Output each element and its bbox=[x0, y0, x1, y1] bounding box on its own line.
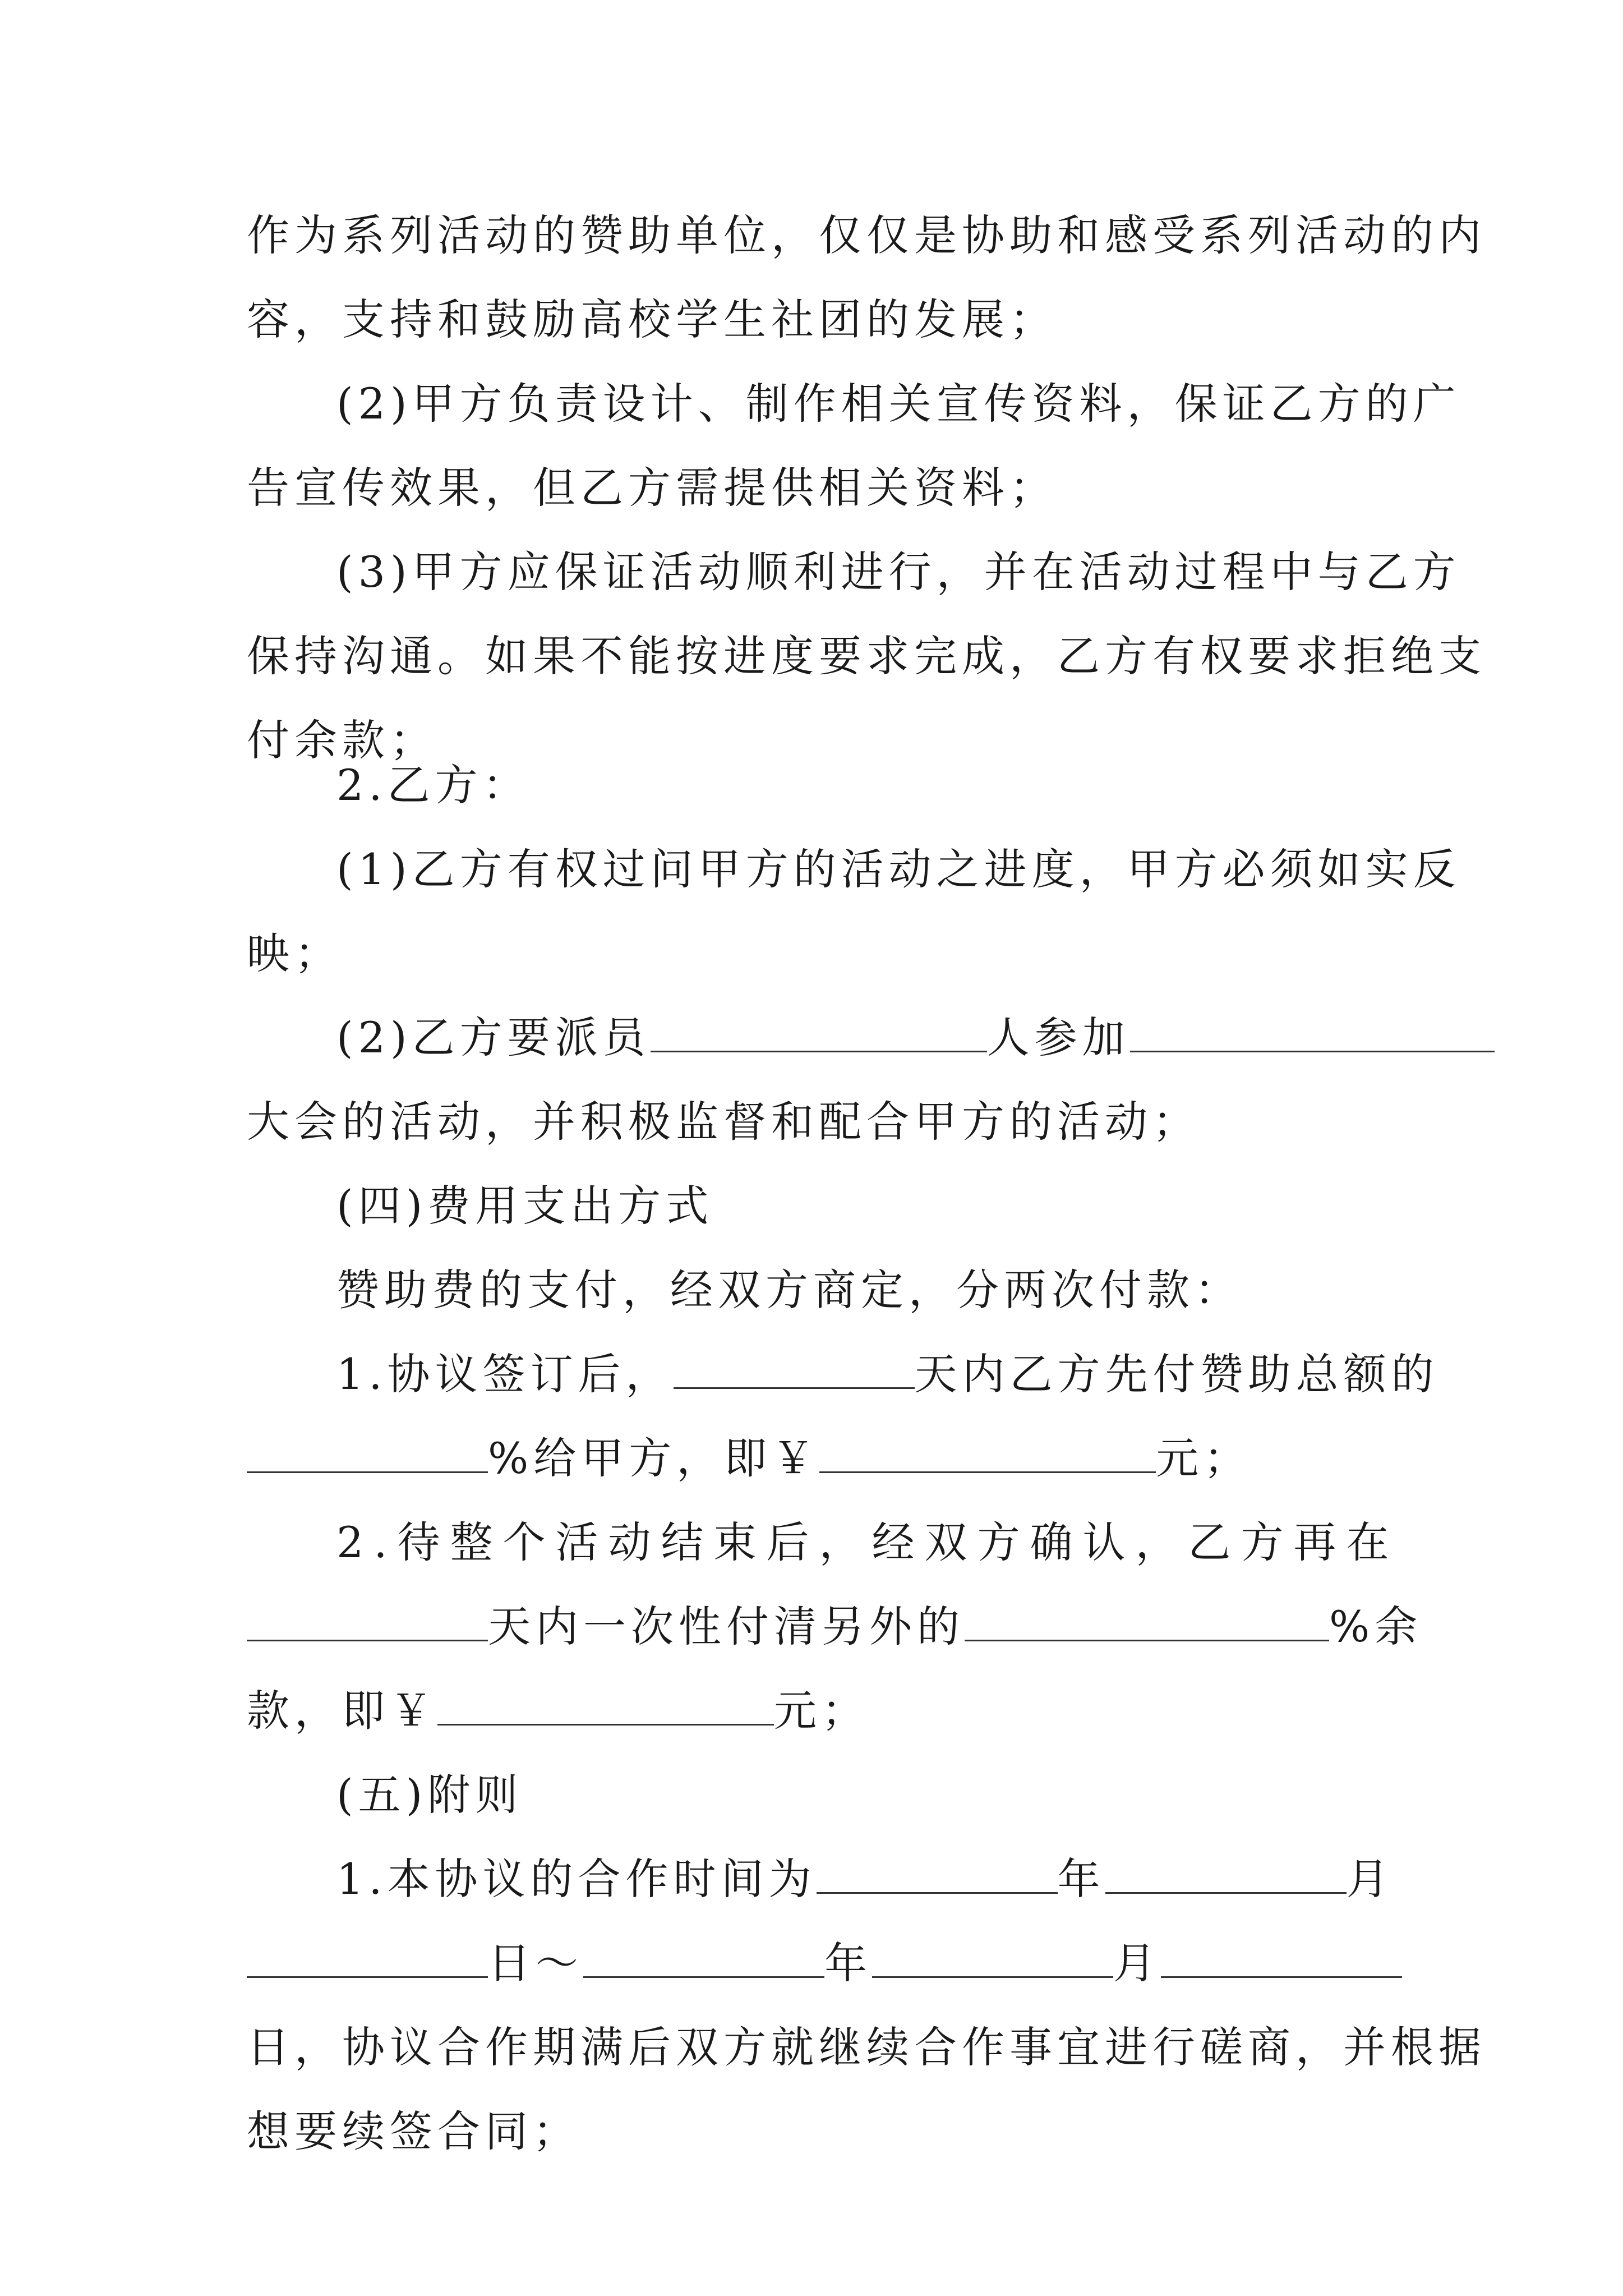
fill-blank bbox=[1130, 1015, 1495, 1052]
paragraph-line: 容，支持和鼓励高校学生社团的发展； bbox=[247, 295, 1057, 344]
line-text: 款，即￥ bbox=[247, 1686, 437, 1736]
paragraph-line: 映； bbox=[247, 928, 342, 978]
line-text: 年 bbox=[824, 1938, 872, 1988]
fill-blank bbox=[819, 1435, 1156, 1473]
paragraph-line bbox=[336, 1846, 1394, 1913]
line-text: 日～ bbox=[488, 1938, 583, 1988]
line-text: 1.本协议的合作时间为 bbox=[336, 1854, 817, 1904]
fill-blank bbox=[437, 1688, 774, 1726]
paragraph-line: 想要续签合同； bbox=[247, 2106, 580, 2156]
paragraph-line bbox=[247, 1593, 1422, 1660]
fill-blank bbox=[872, 1940, 1113, 1978]
fill-blank bbox=[674, 1351, 915, 1389]
fill-blank bbox=[1105, 1856, 1347, 1894]
section-heading: (四)费用支出方式 bbox=[336, 1181, 714, 1231]
fill-blank bbox=[247, 1940, 488, 1978]
fill-blank bbox=[965, 1604, 1329, 1641]
paragraph-line bbox=[336, 1004, 1495, 1071]
line-text: %余 bbox=[1329, 1602, 1423, 1651]
line-text: 1.协议签订后， bbox=[336, 1349, 674, 1399]
line-text: 月 bbox=[1346, 1854, 1394, 1904]
fill-blank bbox=[247, 1604, 488, 1641]
paragraph-line bbox=[247, 1930, 1402, 1997]
line-text: 元； bbox=[1156, 1433, 1252, 1483]
fill-blank bbox=[247, 1435, 488, 1473]
paragraph-line bbox=[247, 1425, 1251, 1492]
section-heading: (五)附则 bbox=[336, 1770, 523, 1820]
section-heading: 2.乙方： bbox=[336, 760, 531, 810]
line-text: 元； bbox=[774, 1686, 869, 1736]
line-text: 年 bbox=[1057, 1854, 1105, 1904]
paragraph-line: (1)乙方有权过问甲方的活动之进度，甲方必须如实反 bbox=[336, 844, 1461, 894]
paragraph-line: (2)甲方负责设计、制作相关宣传资料，保证乙方的广 bbox=[336, 379, 1461, 429]
line-text: 月 bbox=[1113, 1938, 1161, 1988]
fill-blank bbox=[1161, 1940, 1402, 1978]
line-text: 人参加 bbox=[986, 1013, 1130, 1062]
fill-blank bbox=[651, 1015, 987, 1052]
paragraph-line: 告宣传效果，但乙方需提供相关资料； bbox=[247, 463, 1057, 513]
paragraph-line: 付余款； bbox=[247, 715, 437, 765]
paragraph-line: 保持沟通。如果不能按进度要求完成，乙方有权要求拒绝支 bbox=[247, 631, 1486, 681]
paragraph-line: 日，协议合作期满后双方就继续合作事宜进行磋商，并根据 bbox=[247, 2022, 1486, 2072]
line-text: 天内乙方先付赞助总额的 bbox=[914, 1349, 1439, 1399]
line-text: (2)乙方要派员 bbox=[336, 1013, 651, 1062]
paragraph-line bbox=[336, 1341, 1439, 1408]
line-text: 天内一次性付清另外的 bbox=[488, 1602, 965, 1651]
fill-blank bbox=[583, 1940, 824, 1978]
paragraph-line: 作为系列活动的赞助单位，仅仅是协助和感受系列活动的内 bbox=[247, 210, 1486, 260]
paragraph-line: 赞助费的支付，经双方商定，分两次付款： bbox=[336, 1265, 1242, 1315]
paragraph-line: 大会的活动，并积极监督和配合甲方的活动； bbox=[247, 1097, 1200, 1147]
paragraph-line: (3)甲方应保证活动顺利进行，并在活动过程中与乙方 bbox=[336, 547, 1461, 597]
line-text: %给甲方，即￥ bbox=[488, 1433, 820, 1483]
fill-blank bbox=[817, 1856, 1058, 1894]
paragraph-line bbox=[247, 1677, 869, 1745]
paragraph-line: 2.待整个活动结束后，经双方确认，乙方再在 bbox=[336, 1517, 1399, 1567]
